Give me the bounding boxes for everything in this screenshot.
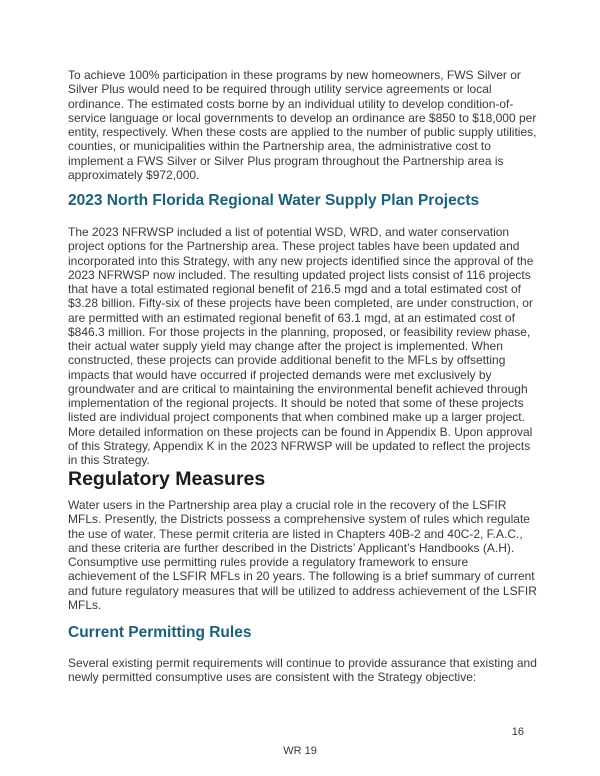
page-number: 16 [511, 726, 524, 738]
footer-doc-code: WR 19 [283, 745, 317, 757]
heading-regulatory-measures: Regulatory Measures [68, 468, 266, 490]
heading-current-permitting-rules: Current Permitting Rules [68, 624, 252, 641]
paragraph-fws-silver-costs: To achieve 100% participation in these programs by new homeowners, FWS Silver or Silver Plus would need to be required through utility service agreements or local ordinance. The estimated costs borne by an individual utility to develop condition-of-service language or local governments to develop an ordinance are $850 to $18,000 per entity, respectively. When these costs are applied to the number of public supply utilities, counties, or municipalities within the Partnership area, the administrative cost to implement a FWS Silver or Silver Plus program throughout the Partnership area is approximately $972,000. [68, 68, 537, 182]
heading-2023-nfrwsp-projects: 2023 North Florida Regional Water Supply Plan Projects [68, 192, 480, 209]
paragraph-permit-requirements: Several existing permit requirements will continue to provide assurance that existing and newly permitted consumptive uses are consistent with the Strategy objective: [68, 656, 537, 685]
paragraph-nfrwsp-projects: The 2023 NFRWSP included a list of potential WSD, WRD, and water conservation project options for the Partnership area. These project tables have been updated and incorporated into this Strategy, with any new projects identified since the approval of the 2023 NFRWSP now included. The resulting updated project lists consist of 116 projects that have a total estimated regional benefit of 216.5 mgd and a total estimated cost of $3.28 billion. Fifty-six of these projects have been completed, are under construction, or are permitted with an estimated regional benefit of 63.1 mgd, at an estimated cost of $846.3 million. For those projects in the planning, proposed, or feasibility review phase, their actual water supply yield may change after the project is implemented. When constructed, these projects can provide additional benefit to the MFLs by offsetting impacts that would have occurred if projected demands were met exclusively by groundwater and are critical to maintaining the environmental benefit achieved through implementation of the regional projects. It should be noted that some of these projects listed are individual project components that when combined make up a larger project. More detailed information on these projects can be found in Appendix B. Upon approval of this Strategy, Appendix K in the 2023 NFRWSP will be updated to reflect the projects in this Strategy. [68, 225, 534, 467]
paragraph-regulatory-measures: Water users in the Partnership area play a crucial role in the recovery of the LSFIR MFLs. Presently, the Districts possess a comprehensive system of rules which regulate the use of water. These permit criteria are listed in Chapters 40B-2 and 40C-2, F.A.C., and these criteria are further described in the Districts’ Applicant’s Handbooks (A.H). Consumptive use permitting rules provide a regulatory framework to ensure achievement of the LSFIR MFLs in 20 years. The following is a brief summary of current and future regulatory measures that will be utilized to address achievement of the LSFIR MFLs. [68, 498, 537, 612]
